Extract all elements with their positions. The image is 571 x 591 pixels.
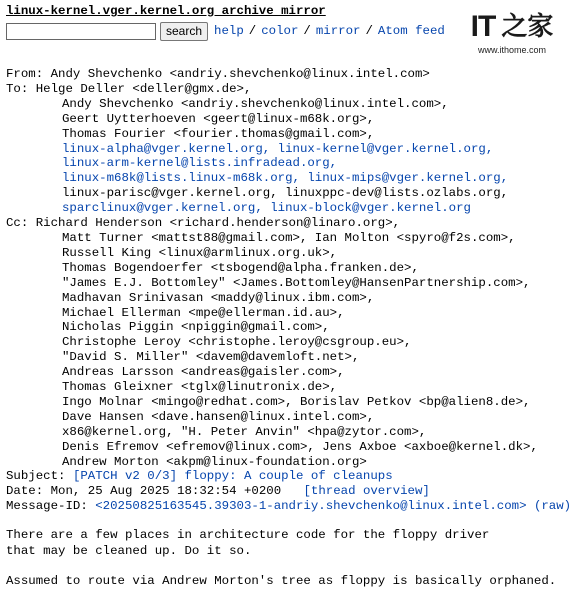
cc-recipient-line: Andreas Larsson <andreas@gaisler.com>, [62, 365, 345, 380]
list-address-link[interactable]: linux-alpha@vger.kernel.org, linux-kernel@vger.kernel.org, [62, 141, 494, 156]
cc-recipient-line: Nicholas Piggin <npiggin@gmail.com>, [62, 320, 330, 335]
to-recipient-line [6, 156, 561, 171]
cc-recipient-line: x86@kernel.org, "H. Peter Anvin" <hpa@zytor.com>, [62, 424, 427, 439]
raw-link[interactable]: (raw) [533, 499, 571, 514]
to-recipient-line [6, 112, 561, 127]
mirror-link[interactable]: mirror [315, 24, 361, 38]
message-headers [6, 67, 571, 514]
message-body [6, 528, 561, 590]
nav-separator: / [248, 24, 257, 38]
to-recipients [6, 97, 561, 216]
recipient-text: Geert Uytterhoeven <geert@linux-m68k.org>, [62, 111, 375, 126]
cc-recipient-line: "James E.J. Bottomley" <James.Bottomley@HansenPartnership.com>, [62, 275, 531, 290]
date-value: Mon, 25 Aug 2025 18:32:54 +0200 [50, 484, 282, 499]
date-header [6, 484, 561, 499]
cc-recipient-line: Christophe Leroy <christophe.leroy@csgroup.eu>, [62, 335, 412, 350]
message-id-link[interactable]: <20250825163545.39303-1-andriy.shevchenko@linux.intel.com> [95, 499, 527, 514]
to-label: To: [6, 81, 29, 96]
recipient-text: linux-parisc@vger.kernel.org, linuxppc-dev@lists.ozlabs.org, [62, 186, 509, 201]
cc-label: Cc: [6, 216, 29, 231]
subject-label: Subject: [6, 469, 66, 484]
from-value: Andy Shevchenko <andriy.shevchenko@linux.intel.com> [50, 67, 430, 81]
help-link[interactable]: help [214, 24, 244, 38]
from-label: From: [6, 67, 44, 81]
nav-separator: / [303, 24, 311, 38]
to-first-recipient: Helge Deller <deller@gmx.de>, [35, 81, 252, 96]
logo-url: www.ithome.com [477, 45, 547, 55]
cc-recipient-line: Russell King <linux@armlinux.org.uk>, [62, 245, 338, 260]
subject-header [6, 469, 561, 484]
from-header [6, 67, 561, 82]
cc-recipient-line: Dave Hansen <dave.hansen@linux.intel.com>, [62, 409, 375, 424]
to-recipient-line [6, 201, 561, 216]
cc-recipient-line: Andrew Morton <akpm@linux-foundation.org> [62, 454, 367, 469]
atom-feed-link[interactable]: Atom feed [377, 24, 445, 38]
cc-recipient-line: Thomas Bogendoerfer <tsbogend@alpha.franken.de>, [62, 260, 419, 275]
color-link[interactable]: color [261, 24, 299, 38]
body-paragraph: Assumed to route via Andrew Morton's tree as floppy is basically orphaned. [6, 574, 557, 589]
search-bar [6, 21, 467, 41]
to-recipient-line [6, 186, 561, 201]
site-title-link[interactable]: linux-kernel.vger.kernel.org archive mirror [6, 4, 326, 18]
cc-recipients [6, 231, 561, 470]
cc-header [6, 216, 561, 231]
message-id-header [6, 499, 571, 514]
search-input[interactable] [6, 23, 156, 40]
page [6, 3, 571, 590]
to-recipient-line [6, 97, 561, 112]
nav-links [214, 24, 445, 38]
list-address-link[interactable]: sparclinux@vger.kernel.org, linux-block@vger.kernel.org [62, 201, 471, 216]
message-id-label: Message-ID: [6, 499, 88, 514]
to-header [6, 82, 561, 97]
cc-recipient-line: Michael Ellerman <mpe@ellerman.id.au>, [62, 305, 345, 320]
nav-separator: / [365, 24, 373, 38]
date-label: Date: [6, 484, 44, 499]
list-address-link[interactable]: linux-arm-kernel@lists.infradead.org, [62, 156, 338, 171]
cc-recipient-line: Denis Efremov <efremov@linux.com>, Jens Axboe <axboe@kernel.dk>, [62, 439, 538, 454]
search-button[interactable]: search [160, 22, 208, 41]
ithome-watermark-logo [467, 11, 557, 57]
to-recipient-line [6, 142, 561, 157]
cc-recipient-line: Matt Turner <mattst88@gmail.com>, Ian Molton <spyro@f2s.com>, [62, 230, 516, 245]
cc-recipient-line: Thomas Gleixner <tglx@linutronix.de>, [62, 380, 338, 395]
thread-overview-link[interactable]: [thread overview] [303, 484, 430, 499]
body-paragraph: There are a few places in architecture code for the floppy driver that may be cleaned up. Do it so. [6, 528, 490, 558]
cc-recipient-line: Madhavan Srinivasan <maddy@linux.ibm.com>, [62, 290, 375, 305]
logo-it-text: IT [470, 10, 496, 43]
logo-mark [471, 11, 554, 43]
logo-glyph: 之家 [501, 12, 554, 42]
to-recipient-line [6, 171, 561, 186]
header [6, 3, 561, 57]
cc-recipient-line: Ingo Molnar <mingo@redhat.com>, Borislav Petkov <bp@alien8.de>, [62, 394, 531, 409]
recipient-text: Andy Shevchenko <andriy.shevchenko@linux.intel.com>, [62, 96, 449, 111]
cc-recipient-line: "David S. Miller" <davem@davemloft.net>, [62, 350, 360, 365]
recipient-text: Thomas Fourier <fourier.thomas@gmail.com>, [62, 126, 375, 141]
cc-first-recipient: Richard Henderson <richard.henderson@linaro.org>, [35, 216, 401, 231]
list-address-link[interactable]: linux-m68k@lists.linux-m68k.org, linux-mips@vger.kernel.org, [62, 171, 509, 186]
header-left [6, 3, 467, 41]
to-recipient-line [6, 127, 561, 142]
subject-link[interactable]: [PATCH v2 0/3] floppy: A couple of cleanups [72, 469, 393, 484]
